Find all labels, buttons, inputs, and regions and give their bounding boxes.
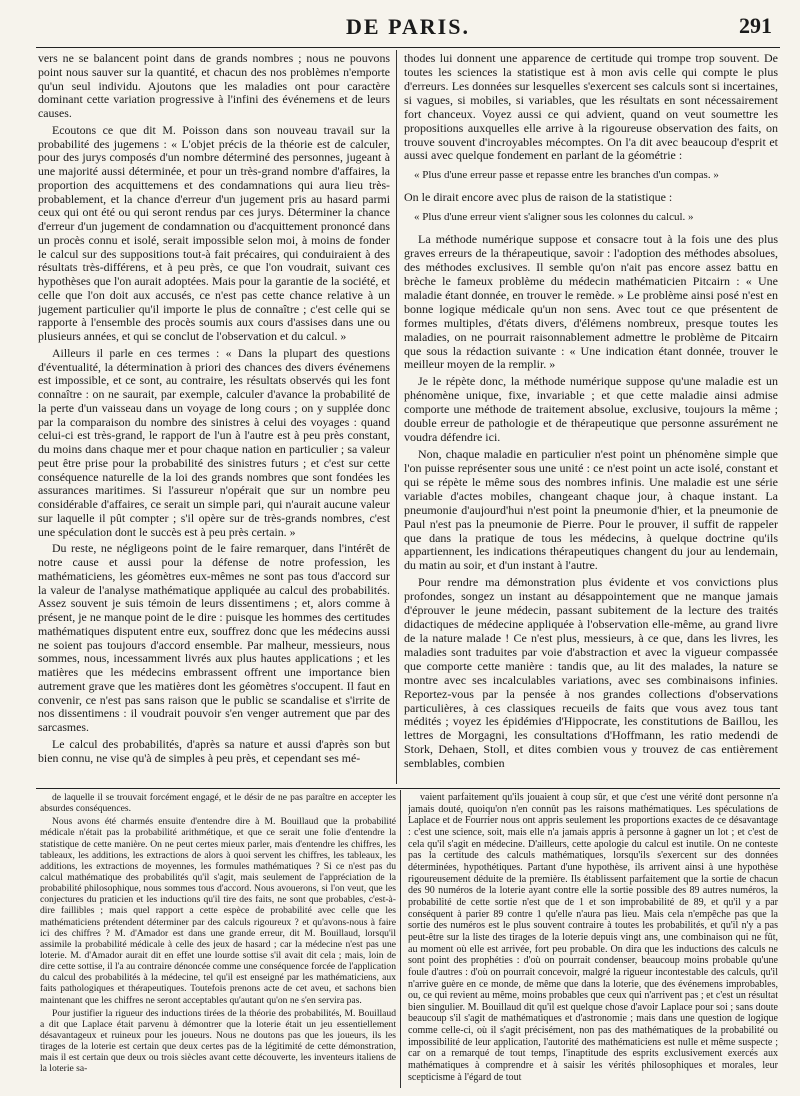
- paragraph: Je le répète donc, la méthode numérique suppose qu'une maladie est un phénomène unique, fixe, invariable ; et que cette maladie ainsi admise comporte une méthode de traitement absolue, exclusive, toujours la même ; double erreur de pathologie et de thérapeutique que personne assurément ne voudra défendre ici.: [404, 374, 778, 445]
- body-right-column: [404, 52, 778, 784]
- footnote-paragraph: Pour justifier la rigueur des inductions tirées de la théorie des probabilités, M. Bouillaud a dit que Laplace était parvenu à démontrer que la loterie était un jeu essentiellement désavantageux et ruineux pour les joueurs. Nous ne doutons pas que les joueurs, ils les tirages de la loterie est certain que deux certes pas de la légitimité de cette démonstration, mais il est certain que deux ou trois siècles avant cette découverte, les inventeurs italiens de la loterie sa-: [40, 1007, 396, 1075]
- paragraph: Non, chaque maladie en particulier n'est point un phénomène simple que l'on puisse représenter sous une unité : ce n'est point un acte isolé, constant et qui se répète le même sous des nombres infinis. Une maladie est une série variable d'actes mobiles, changeant chaque jour, à chaque instant. La pneumonie d'aujourd'hui n'est point la pneumonie d'hier, et la pneumonie de Paul n'est pas la pneumonie de Pierre. Pour le prouver, il suffit de rappeler que dans la pratique de tous les médecins, à quelque doctrine qu'ils appartiennent, les indications thérapeutiques changent du jour au lendemain, du matin au soir, et d'un instant à l'autre.: [404, 446, 778, 573]
- paragraph: La méthode numérique suppose et consacre tout à la fois une des plus graves erreurs de la thérapeutique, savoir : l'adoption des méthodes absolues, des méthodes exclusives. Il semble qu'on n'ait pas encore assez battu en brèche le fameux problème du médecin mathématicien Pitcairn : « Une maladie étant donnée, en trouver le remède. » Le problème ainsi posé n'est en bonne logique médicale qu'un non sens. Avec tout ce que présentent de formes multiples, d'états divers, d'élémens nombreux, presque toutes les maladies, on ne pourrait raisonnablement admettre le problème de Pitcairn que sous la rédaction suivante : « Une indication étant donnée, trouver le meilleur moyen de la remplir. »: [404, 232, 778, 372]
- paragraph: Pour rendre ma démonstration plus évidente et vos convictions plus profondes, songez un instant au désappointement que ne manque jamais d'éprouver le jeune médecin, passant subitement de la lecture des traités didactiques de médecine appliquée à l'observation elle-même, au grand livre de la nature malade ! Ce n'est plus, messieurs, à ce que, dans les livres, les maladies sont traduites par voie d'abstraction et avec la vigueur compassée que comporte cette manière : tandis que, au lit des malades, la nature se montre avec ses incalculables variations, avec ses combinaisons infinies. Reportez-vous par la pensée à nos grandes collections d'observations particulières, à ces classiques recueils de faits que vous avez tous tant médités ; voyez les épidémies d'Hippocrate, les constitutions de Baillou, les lettres de Morgagni, les consultations d'Hoffmann, les ratio medendi de Stork, Dehaen, Stoll, et dites combien vous y trouvez de cas entièrement semblables, combien: [404, 575, 778, 771]
- paragraph: Ailleurs il parle en ces termes : « Dans la plupart des questions d'éventualité, la détermination à priori des chances des divers événemens est impossible, et ce sont, au contraire, les résultats observés qui les font connaître : on ne saurait, par exemple, calculer d'avance la probabilité de la perte d'un vaisseau dans un voyage de long cours ; on y supplée donc par la comparaison du nombre des sinistres à celui des voyages : quand celui-ci est très-grand, le rapport de l'un à l'autre est à peu près constant, du moins dans chaque mer et pour chaque nation en particulier ; sa valeur peut être prise pour la probabilité des sinistres futurs ; et c'est sur cette conséquence naturelle de la loi des grands nombres que sont fondées les assurances maritimes. Si l'assureur n'opérait que sur un nombre peu considérable d'affaires, ce serait un simple pari, qui n'aurait aucune valeur sur laquelle il pût compter ; s'il opère sur de très-grands nombres, c'est une spéculation dont le succès est à peu près certain. »: [38, 345, 390, 539]
- footnote-paragraph: vaient parfaitement qu'ils jouaient à coup sûr, et que c'est une vérité dont personne n'a jamais douté, quoiqu'on n'en connût pas les raisons mathématiques. Les spéculations de Laplace et de Fourrier nous ont appris seulement les proportions exactes de ce désavantage : c'est une science, soit, mais elle n'a jamais appris à personne à gagner un lot ; et c'est de cela qu'il s'agit en médecine. D'ailleurs, cette apologie du calcul est inutile. On ne conteste pas la certitude des calculs mathématiques, lorsqu'ils s'exercent sur des données déterminées, hypothétiques. Partant d'une hypothèse, ils arrivent ainsi à une hypothèse rigoureusement déduite de la première. Ils établissent parfaitement que la sortie de chacun des 90 numéros de la loterie ayant contre elle la sortie possible des 89 autres numéros, la probabilité de cette sortie n'est que de 1 et son improbabilité de 89, et qu'il y a par conséquent à parier 89 contre 1 qu'elle n'aura pas lieu. Mais cela n'empêche pas que la sortie des numéros est le plus souvent contraire à toutes les probabilités, et qu'il n'y a pas peut-être sur la liste des tirages de la loterie depuis vingt ans, une combinaison qui ne fût, au moment où elle est arrivée, fort peu probable. On dira que les inductions des calculs ne sont point des prophéties : d'où on pourrait condenser, beaucoup moins probable qu'une foule d'autres : d'où on pourrait concevoir, malgré la rigueur incontestable des calculs, qu'il n'arrive guère en ce monde, de même que dans la loterie, que des événemens improbables, ou, ce qui revient au même, moins probables que ceux qui n'arrivent pas ; et c'est un résultat bien singulier. M. Bouillaud dit qu'il est quelque chose d'avoir Laplace pour soi ; sans doute beaucoup s'il s'agit de mathématiques et d'astronomie ; mais dans une question de logique comme celle-ci, où il s'agit précisément, non pas des mathématiques de la probabilité ou impossibilité de leur application, l'autorité des mathématiciens est nulle et même suspecte ; car on a remarqué de tout temps, l'inaptitude des esprits exclusivement exercés aux mathématiques à comprendre et à saisir les vérités philosophiques et morales, leur scepticisme à l'égard de tout: [408, 792, 778, 1083]
- running-title: DE PARIS.: [346, 14, 470, 39]
- footnote-rule: [36, 788, 780, 789]
- header-rule: [36, 47, 780, 48]
- footnote-paragraph: Nous avons été charmés ensuite d'entendre dire à M. Bouillaud que la probabilité médicale n'était pas la probabilité arithmétique, et que ce serait une folie d'entendre la statistique de cette manière. On ne peut certes mieux parler, mais d'entendre les chiffres, les tableaux, les additions, les extractions de alors à quoi servent les chiffres, les tableaux, les additions, les extractions de moyennes, les formules mathématiques ? Si ce n'est pas du calcul mathématique des probabilités qu'il s'agit, mais seulement de l'appréciation de la probabilité philosophique, nous sommes tous d'accord. Nous avouerons, si l'on veut, que les conjectures du praticien et les inductions qu'il tire des faits, ne sont que probables, c'est-à-dire faillibles ; mais quel rapport a cette espèce de probabilité avec celle que les mathématiciens prétendent déterminer par des calculs rigoureux ? et qu'avons-nous à faire ici des chiffres ? M. d'Amador est dans une grande erreur, dit M. Bouillaud, lorsqu'il assimile la probabilité médicale à celle des jeux de hasard ; car la médecine n'est pas une loterie. M. d'Amador aurait dit en effet une lourde sottise s'il avait dit cela ; mais, loin de dire cette sottise, il l'a au contraire dénoncée comme une conséquence forcée de l'application du calcul des probabilités à la médecine, tel qu'il est enseigné par les mathématiciens, aux faits pathologiques et thérapeutiques. Toutefois prenons acte de cet aveu, et sachons bien maintenant que les chiffres ne seront acceptables qu'autant qu'on ne s'en servira pas.: [40, 816, 396, 1006]
- paragraph: vers ne se balancent point dans de grands nombres ; nous ne pouvons point nous sauver sur la quantité, et chacun des nos problèmes n'emporte qu'un seul individu. Ajoutons que les maladies ont pour caractère dominant cette variation progressive à l'infini des événemens et de leurs causes.: [38, 52, 390, 120]
- paragraph: Du reste, ne négligeons point de le faire remarquer, dans l'intérêt de notre cause et aussi pour la défense de notre profession, les mathématiciens, les géomètres eux-mêmes ne sont pas tous d'accord sur la valeur de l'analyse mathématique appliquée au calcul des probabilités. Assez souvent je suis témoin de leurs dissentimens ; et, alors comme à présent, je ne manque point de le dire : puisque les hommes des certitudes mathématiques disputent entre eux, souffrez donc que les médecins aussi ne soient pas toujours d'accord ensemble. Par malheur, messieurs, nous sommes, nous, incessamment livrés aux plus hautes applications ; et les matières que les médecins embrassent offrent une importance bien autrement grave que les matières dont les géomètres s'occupent. Il faut en convenir, ce n'est pas sans raison que le public se scandalise et s'irrite de nos dissentimens : il voudrait pouvoir s'en venger autrement que par des sarcasmes.: [38, 541, 390, 734]
- quotation: « Plus d'une erreur passe et repasse entre les branches d'un compas. »: [414, 169, 719, 182]
- footnote-paragraph: de laquelle il se trouvait forcément engagé, et le désir de ne pas paraître en accepter les absurdes conséquences.: [40, 792, 396, 815]
- footnote-right-column: [408, 792, 778, 1088]
- body-left-column: [38, 52, 390, 784]
- paragraph: Le calcul des probabilités, d'après sa nature et aussi d'après son but bien connu, ne vise qu'à de simples à peu près, et cependant ses mé-: [38, 736, 390, 765]
- quotation: « Plus d'une erreur vient s'aligner sous les colonnes du calcul. »: [414, 211, 694, 224]
- paragraph: On le dirait encore avec plus de raison de la statistique :: [404, 190, 673, 205]
- page-header: [36, 10, 780, 44]
- column-divider: [396, 50, 397, 784]
- paragraph: thodes lui donnent une apparence de certitude qui trompe trop souvent. De toutes les sciences la statistique est à mon avis celle qui compte le plus d'erreurs. Les données sur lesquelles s'exercent ses calculs sont si incertaines, si vagues, si mobiles, si variables, que les résultats en sont nécessairement fort chanceux. Voyez aussi ce qui advient, quand on veut soumettre les propositions auxquelles elle arrive à la rigoureuse observation des faits, on trouve souvent d'incroyables mécomptes. On l'a dit avec beaucoup d'esprit et aussi avec quelque fondement en parlant de la géométrie :: [404, 52, 778, 163]
- footnote-left-column: [40, 792, 396, 1088]
- page-number: 291: [739, 13, 772, 38]
- footnote-column-divider: [400, 790, 401, 1088]
- paragraph: Ecoutons ce que dit M. Poisson dans son nouveau travail sur la probabilité des jugemens : « L'objet précis de la théorie est de calculer, pour des jurys composés d'un nombre déterminé des personnes, jugeant à une majorité aussi déterminée, et pour un très-grand nombre d'affaires, la proportion des acquittemens et des condamnations qui aura lieu très-probablement, et la chance d'erreur d'un jugement pris au hasard parmi ceux qui ont été ou qui seront rendus par ces jurys. Déterminer la chance d'erreur d'un jugement de condamnation ou d'acquittement prononcé dans un procès connu et isolé, serait impossible selon moi, à moins de fonder le calcul sur des suppositions tout-à fait précaires, qui conduiraient à des résultats très-différens, et à peu près, ce que l'on voudrait, suivant ces hypothèses que l'on aurait adoptées. Mais pour la garantie de la société, et celle que l'on doit aux accusés, ce n'est pas cette chance relative à un jugement particulier qu'il importe le plus de connaître ; c'est celle qui se rapporte à l'ensemble des procès soumis aux cours d'assises dans une ou plusieurs années, et qui se conclut de l'observation et du calcul. »: [38, 122, 390, 343]
